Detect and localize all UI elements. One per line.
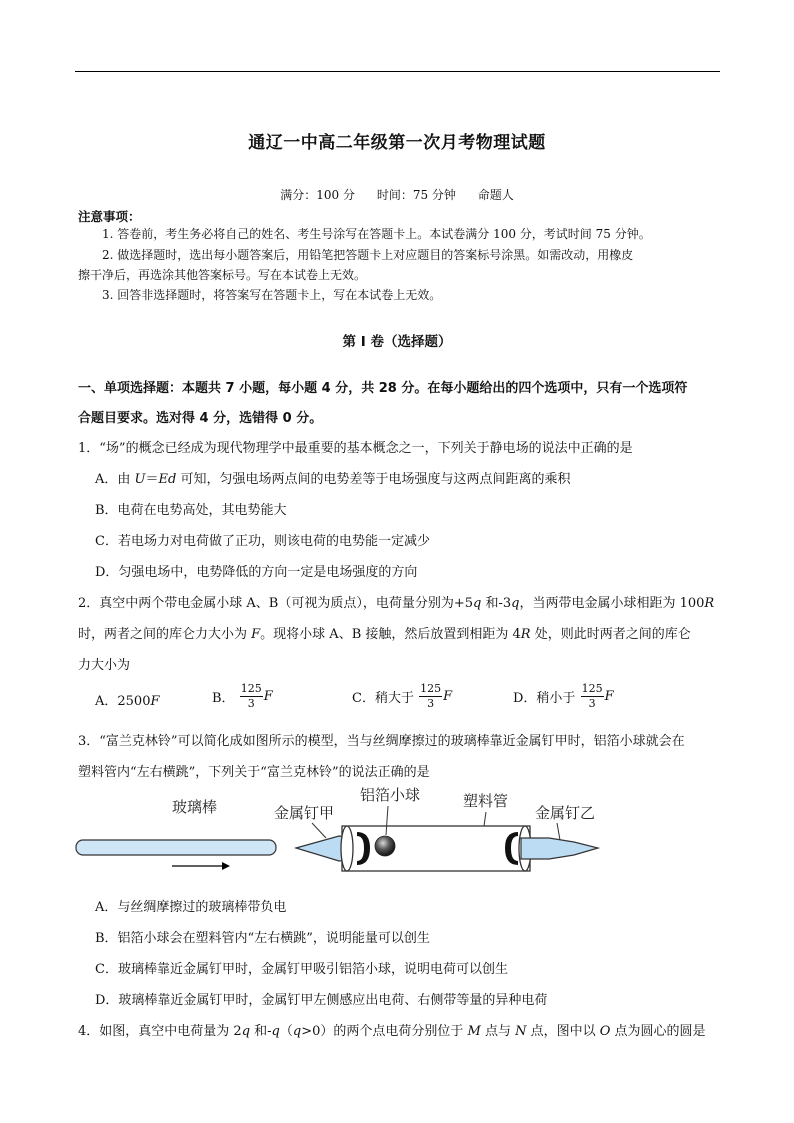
notice-item-3: 3. 回答非选择题时，将答案写在答题卡上，写在本试卷上无效。: [102, 288, 442, 302]
var-r: R: [704, 596, 715, 611]
q4-text: 4．如图，真空中电荷量为 2: [78, 1024, 242, 1039]
q4-text: （: [279, 1024, 293, 1039]
notice-heading: 注意事项：: [78, 209, 141, 224]
label-glass-rod: 玻璃棒: [172, 798, 218, 816]
metal-nail-b: [521, 838, 598, 859]
fraction-numerator: 125: [581, 682, 603, 695]
q3-option-c: C．玻璃棒靠近金属钉甲时，金属钉甲吸引铝箔小球，说明电荷可以创生: [95, 962, 508, 977]
q2-stem-line-3: 力大小为: [78, 658, 131, 673]
q4-text: >0）的两个点电荷分别位于: [301, 1024, 468, 1039]
var-o: O: [599, 1024, 611, 1039]
q1-option-d: D．匀强电场中，电势降低的方向一定是电场强度的方向: [95, 565, 418, 580]
var-q: q: [473, 596, 482, 611]
var-r: R: [520, 627, 531, 642]
q2-option-c-text: C．稍大于: [352, 691, 414, 706]
q1-option-a: [95, 468, 570, 487]
var-m: M: [467, 1024, 481, 1039]
var-f: F: [443, 689, 453, 704]
q2-stem-line-2: [78, 623, 691, 642]
q3-stem-line-2: 塑料管内“左右横跳”，下列关于“富兰克林铃”的说法正确的是: [78, 765, 430, 780]
exam-author: 命题人: [477, 188, 514, 202]
fraction-denominator: 3: [427, 697, 435, 710]
section-instruction: 一、单项选择题：本题共 7 小题，每小题 4 分，共 28 分。在每小题给出的四个选项中，只有一个选项符: [78, 381, 688, 396]
fraction: [581, 682, 604, 711]
q2-text: 2．真空中两个带电金属小球 A、B（可视为质点），电荷量分别为+5: [78, 596, 474, 611]
q1-stem: 1．“场”的概念已经成为现代物理学中最重要的基本概念之一，下列关于静电场的说法中正确的是: [78, 441, 633, 456]
q2-text: ，当两带电金属小球相距为 100: [519, 596, 705, 611]
label-plastic-tube: 塑料管: [463, 792, 509, 810]
q2-option-d-text: D．稍小于: [513, 691, 576, 706]
fraction: [240, 682, 263, 711]
q4-text: 点与: [480, 1024, 516, 1039]
leader-line: [312, 823, 326, 838]
q2-option-d: [513, 682, 614, 711]
q2-text: 。现将小球 A、B 接触，然后放置到相距为 4: [260, 627, 521, 642]
fraction-numerator: 125: [420, 682, 442, 695]
var-f: F: [263, 689, 273, 704]
q2-option-a: [95, 690, 160, 709]
var-f: F: [251, 627, 261, 642]
var-q: q: [271, 1024, 280, 1039]
var-f: F: [604, 689, 614, 704]
q1-option-b: B．电荷在电势高处，其电势能大: [95, 503, 287, 518]
plastic-tube: [342, 826, 530, 871]
arrow-head-icon: [222, 862, 230, 870]
q2-option-a-text: A．2500: [95, 694, 151, 709]
q4-text: 和-: [250, 1024, 272, 1039]
fraction-denominator: 3: [247, 697, 255, 710]
q4-text: 点，图中以: [526, 1024, 600, 1039]
header-rule: [75, 71, 720, 72]
var-q: q: [292, 1024, 302, 1039]
label-foil-ball: 铝箔小球: [360, 786, 421, 804]
q3-option-d: D．玻璃棒靠近金属钉甲时，金属钉甲左侧感应出电荷、右侧带等量的异种电荷: [95, 993, 548, 1008]
q3-stem-line-1: 3．“富兰克林铃”可以简化成如图所示的模型，当与丝绸摩擦过的玻璃棒靠近金属钉甲时，铝箔小球就会在: [78, 734, 685, 749]
q4-text: 点为圆心的圆是: [610, 1024, 706, 1039]
fraction-denominator: 3: [588, 697, 596, 710]
var-f: F: [150, 694, 160, 709]
q1-option-a-pre: A．由: [95, 472, 135, 487]
q1-option-c: C．若电场力对电荷做了正功，则该电荷的电势能一定减少: [95, 534, 430, 549]
notice-item-2: 2. 做选择题时，选出每小题答案后，用铅笔把答题卡上对应题目的答案标号涂黑。如需改动，用橡皮: [102, 248, 634, 262]
q3-option-a: A．与丝绸摩擦过的玻璃棒带负电: [95, 900, 287, 915]
q2-text: 时，两者之间的库仑力大小为: [78, 627, 252, 642]
leader-line: [484, 812, 486, 826]
leader-line: [557, 823, 560, 840]
label-nail-a: 金属钉甲: [274, 804, 335, 822]
var-q: q: [241, 1024, 251, 1039]
fraction-numerator: 125: [240, 682, 262, 695]
q2-option-c: [352, 682, 452, 711]
exam-time: 时间：75 分钟: [376, 188, 456, 202]
q2-option-b: [212, 682, 273, 711]
section-title: 第 I 卷（选择题）: [342, 334, 452, 350]
q2-text: 和-3: [481, 596, 512, 611]
q4-stem-line-1: [78, 1020, 706, 1039]
notice-item-1: 1. 答卷前，考生务必将自己的姓名、考生号涂写在答题卡上。本试卷满分 100 分，考试时间 75 分钟。: [102, 227, 651, 241]
notice-item-2-cont: 擦干净后，再选涂其他答案标号。写在本试卷上无效。: [78, 268, 367, 282]
full-score: 满分：100 分: [280, 188, 355, 202]
q2-option-b-text: B．: [212, 691, 235, 706]
fraction: [419, 682, 442, 711]
page-title: 通辽一中高二年级第一次月考物理试题: [248, 133, 546, 153]
q2-text: 处，则此时两者之间的库仑: [530, 627, 691, 642]
formula-ed: Ed: [158, 472, 177, 487]
var-n: N: [515, 1024, 527, 1039]
section-instruction-cont: 合题目要求。选对得 4 分，选错得 0 分。: [78, 411, 323, 426]
exam-meta: [0, 186, 794, 203]
formula-eq: ＝: [145, 472, 159, 487]
var-q: q: [511, 596, 520, 611]
franklin-bell-figure: [74, 782, 614, 882]
formula-u: U: [134, 472, 146, 487]
q3-option-b: B．铝箔小球会在塑料管内“左右横跳”，说明能量可以创生: [95, 931, 430, 946]
glass-rod: [76, 840, 276, 855]
foil-ball: [375, 836, 395, 856]
q2-stem-line-1: [78, 592, 714, 611]
label-nail-b: 金属钉乙: [535, 804, 596, 822]
q1-option-a-post: 可知，匀强电场两点间的电势差等于电场强度与这两点间距离的乘积: [176, 472, 571, 487]
tube-left-end: [341, 826, 353, 871]
